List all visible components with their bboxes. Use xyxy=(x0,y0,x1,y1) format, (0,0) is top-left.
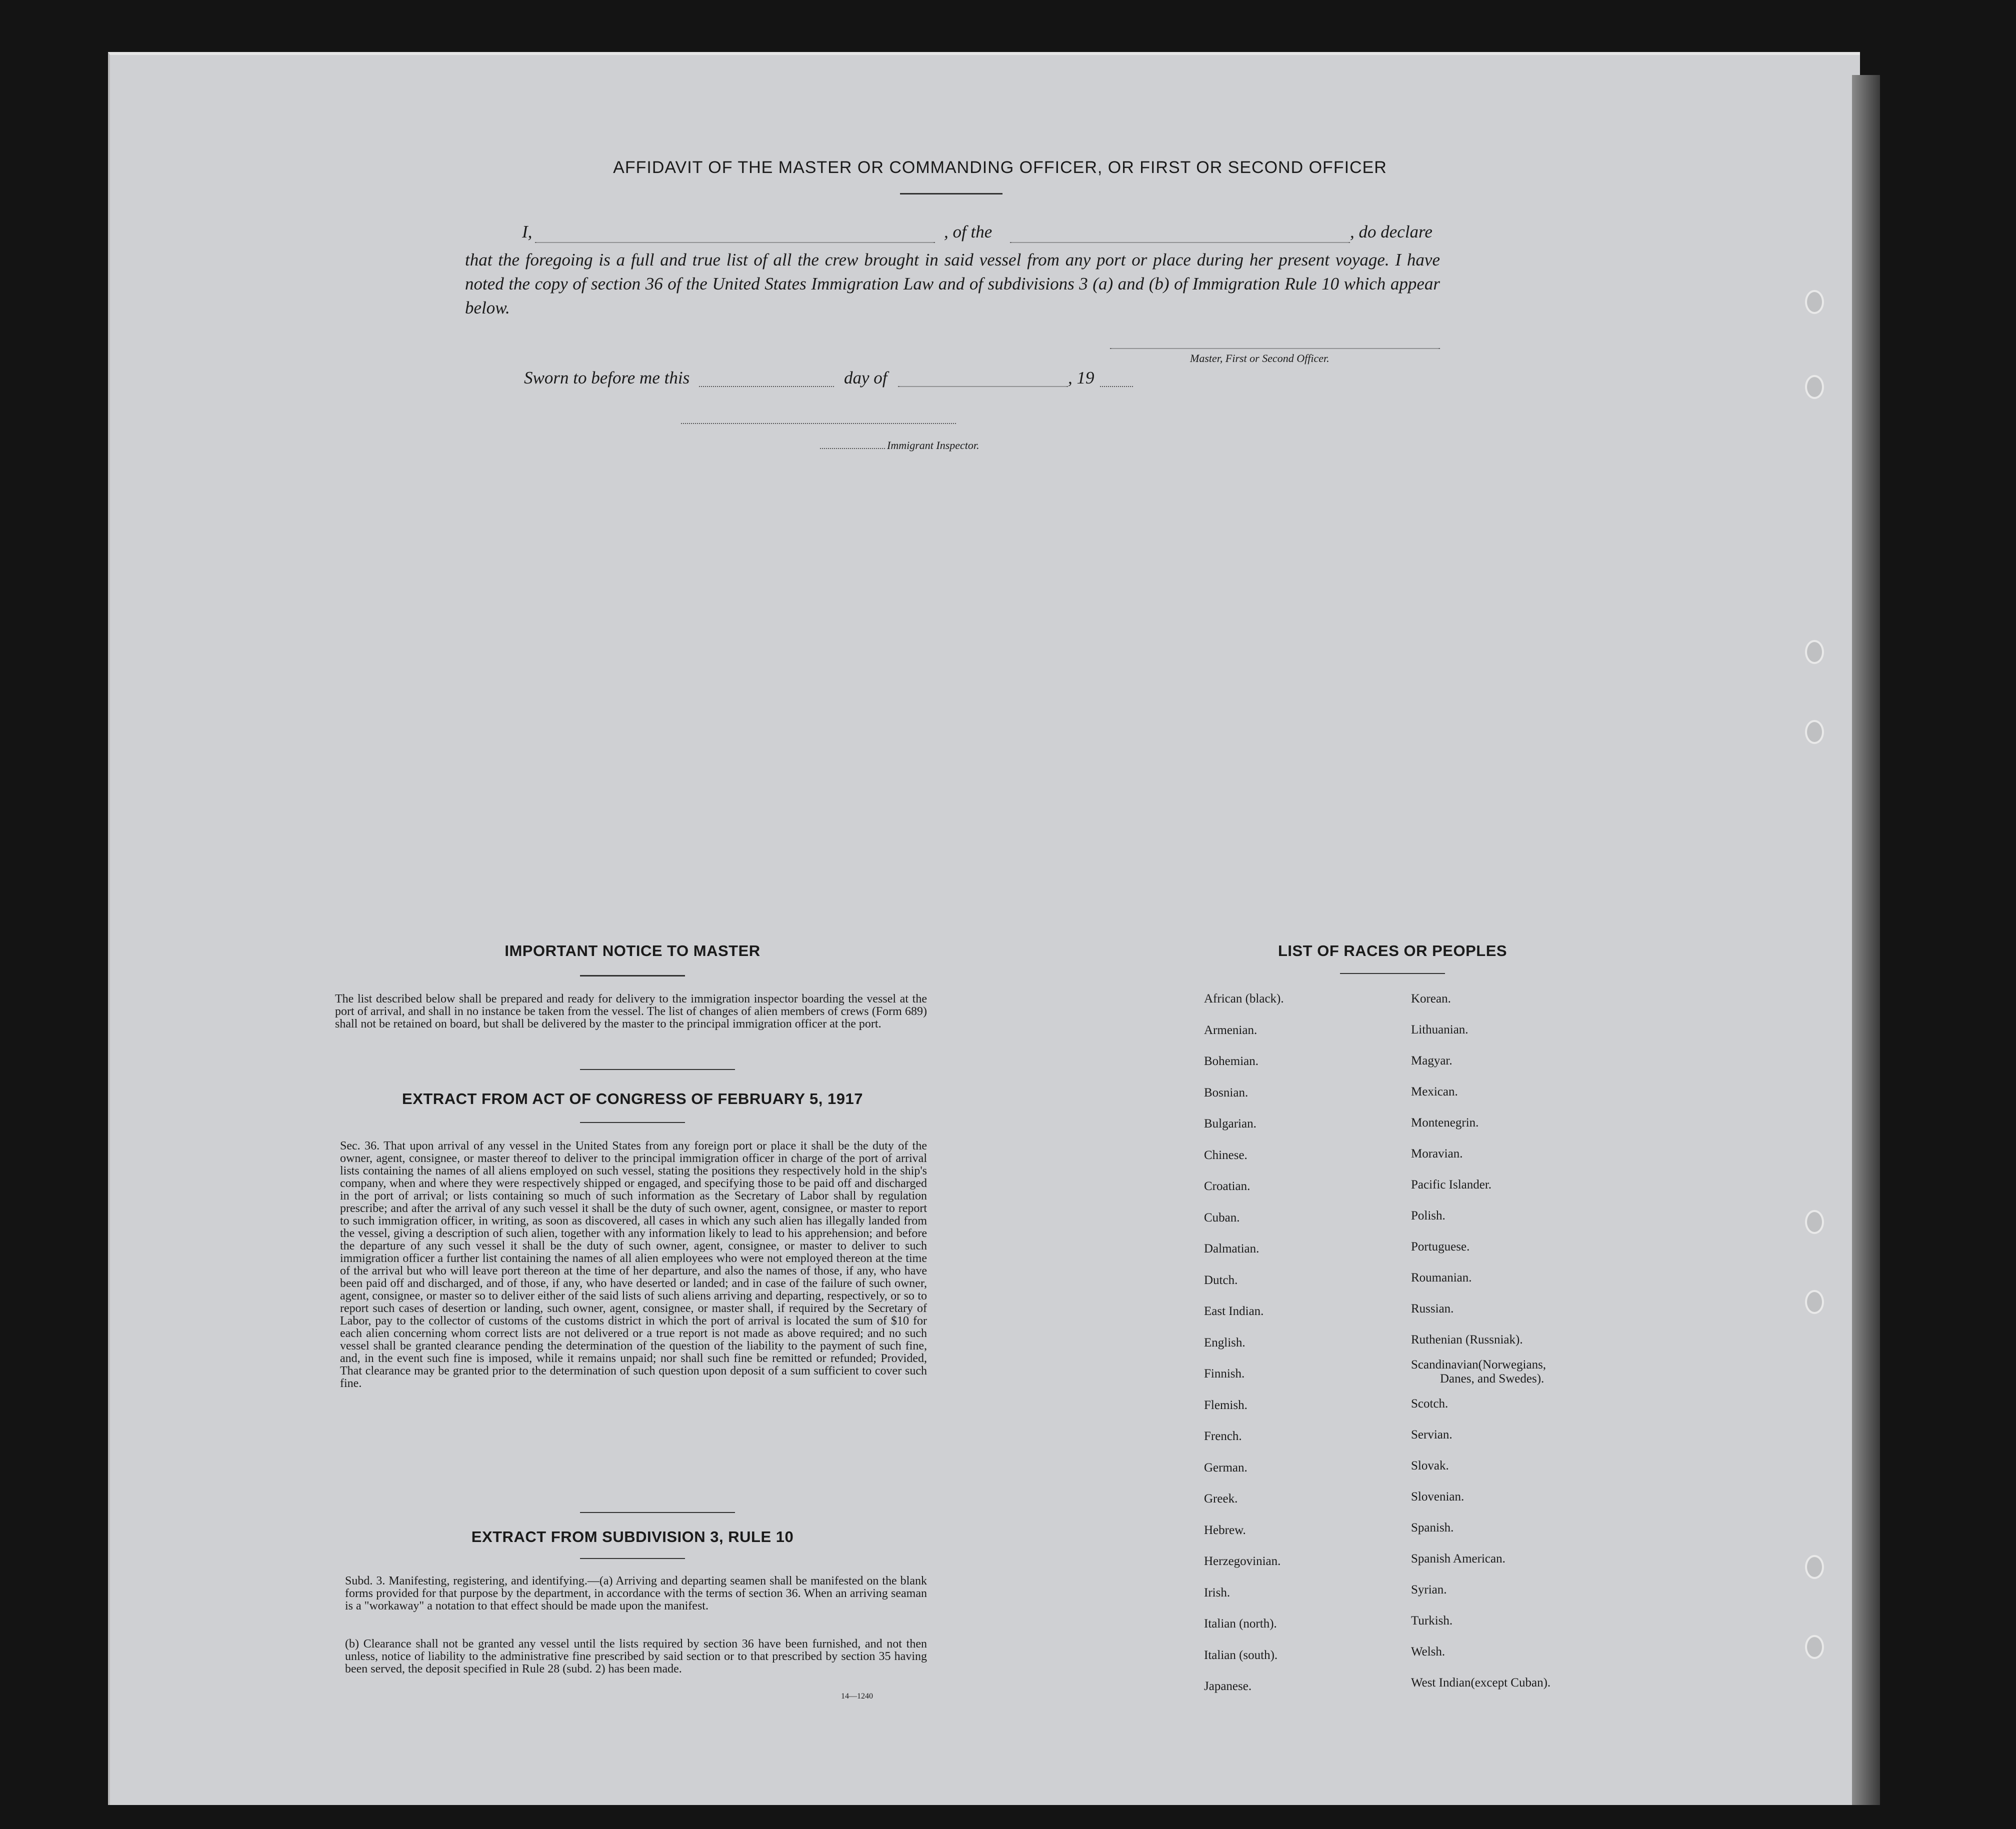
notice-title: IMPORTANT NOTICE TO MASTER xyxy=(504,942,760,960)
inspector-signature-blank xyxy=(681,423,956,424)
inspector-label: Immigrant Inspector. xyxy=(887,439,980,452)
race-item: Dutch. xyxy=(1204,1273,1238,1287)
inspector-label-leader xyxy=(820,448,885,449)
year-prefix: , 19 xyxy=(1068,368,1094,388)
race-item: Spanish American. xyxy=(1411,1552,1506,1566)
race-item: Danes, and Swedes). xyxy=(1440,1372,1544,1386)
race-item: Syrian. xyxy=(1411,1583,1447,1596)
race-item: Welsh. xyxy=(1411,1645,1446,1658)
title-rule xyxy=(900,193,1002,194)
notice-divider xyxy=(580,1069,735,1070)
binder-hole xyxy=(1805,375,1824,399)
day-of: day of xyxy=(844,368,888,388)
race-item: Slovak. xyxy=(1411,1459,1449,1472)
affidavit-body: that the foregoing is a full and true list of all the crew brought in said vessel from any port or place during her present voyage. I have noted the copy of section 36 of the United States Immigration Law and of subdivisions 3 (a) and (b) of Immigration Rule 10 which appear below. xyxy=(465,250,1440,318)
race-item: Scotch. xyxy=(1411,1397,1448,1410)
race-item: Japanese. xyxy=(1204,1680,1252,1693)
extract-act-rule xyxy=(580,1122,685,1123)
sworn-prefix: Sworn to before me this xyxy=(524,368,690,388)
name-blank xyxy=(535,242,935,243)
race-item: Magyar. xyxy=(1411,1054,1452,1068)
race-item: Dalmatian. xyxy=(1204,1242,1260,1256)
race-item: Cuban. xyxy=(1204,1210,1240,1224)
race-item: Irish. xyxy=(1204,1586,1230,1600)
race-item: Polish. xyxy=(1411,1209,1446,1222)
race-item: Spanish. xyxy=(1411,1521,1454,1534)
race-item: Slovenian. xyxy=(1411,1490,1464,1504)
race-item: Bulgarian. xyxy=(1204,1117,1256,1130)
race-item: Pacific Islander. xyxy=(1411,1178,1492,1192)
sheet-edge xyxy=(1852,75,1880,1805)
race-item: East Indian. xyxy=(1204,1304,1264,1318)
binder-hole xyxy=(1805,640,1824,664)
affidavit-of-the: , of the xyxy=(944,222,992,242)
notice-text: The list described below shall be prepared and ready for delivery to the immigration inspector boarding the vessel at the port of arrival, and shall in no instance be taken from the vessel. The list of changes of alien members of crews (Form 689) shall not be retained on board, but shall be delivered by the master to the principal immigration officer at the port. xyxy=(335,992,927,1030)
affidavit-title: AFFIDAVIT OF THE MASTER OR COMMANDING OFFICER, OR FIRST OR SECOND OFFICER xyxy=(613,158,1387,177)
affidavit-i: I, xyxy=(522,222,532,242)
race-item: French. xyxy=(1204,1430,1242,1443)
race-item: Flemish. xyxy=(1204,1398,1248,1412)
race-item: West Indian(except Cuban). xyxy=(1411,1676,1551,1690)
extract-act-title: EXTRACT FROM ACT OF CONGRESS OF FEBRUARY 5, 1917 xyxy=(402,1090,863,1108)
extract-rule-title: EXTRACT FROM SUBDIVISION 3, RULE 10 xyxy=(471,1528,794,1546)
extract-rule-text-b: (b) Clearance shall not be granted any vessel until the lists required by section 36 have been furnished, and not then unless, notice of liability to the administrative fine prescribed by said section or to that prescribed by section 35 having been served, the deposit specified in Rule 28 (subd. 2) has been made. xyxy=(345,1638,927,1676)
race-item: Montenegrin. xyxy=(1411,1116,1479,1130)
race-item: Croatian. xyxy=(1204,1180,1250,1193)
binder-hole xyxy=(1805,1210,1824,1234)
race-item: Armenian. xyxy=(1204,1023,1258,1037)
extract-rule-rule xyxy=(580,1558,685,1559)
race-item: Bohemian. xyxy=(1204,1054,1259,1068)
races-title: LIST OF RACES OR PEOPLES xyxy=(1278,942,1508,960)
race-item: Russian. xyxy=(1411,1302,1454,1316)
race-item: Greek. xyxy=(1204,1492,1238,1506)
race-item: Korean. xyxy=(1411,992,1451,1006)
race-item: Finnish. xyxy=(1204,1367,1245,1380)
extract-act-divider xyxy=(580,1512,735,1513)
binder-hole xyxy=(1805,1635,1824,1659)
race-item: Italian (south). xyxy=(1204,1648,1278,1662)
notice-title-rule xyxy=(580,975,685,976)
month-blank xyxy=(898,386,1068,387)
race-item: Herzegovinian. xyxy=(1204,1554,1281,1568)
race-item: Moravian. xyxy=(1411,1147,1463,1160)
race-item: Roumanian. xyxy=(1411,1271,1472,1284)
binder-hole xyxy=(1805,290,1824,314)
race-item: Chinese. xyxy=(1204,1148,1248,1162)
race-item: Italian (north). xyxy=(1204,1617,1277,1630)
affidavit-do-declare: , do declare xyxy=(1350,222,1432,242)
race-item: Bosnian. xyxy=(1204,1086,1248,1100)
race-item: Mexican. xyxy=(1411,1085,1458,1098)
race-item: Scandinavian(Norwegians, xyxy=(1411,1358,1546,1372)
year-blank xyxy=(1100,386,1133,387)
race-item: German. xyxy=(1204,1460,1248,1474)
vessel-blank xyxy=(1010,242,1350,243)
race-item: Servian. xyxy=(1411,1428,1452,1442)
race-item: Lithuanian. xyxy=(1411,1023,1468,1036)
race-item: Hebrew. xyxy=(1204,1523,1246,1537)
race-item: Portuguese. xyxy=(1411,1240,1470,1254)
signature-blank xyxy=(1110,348,1440,349)
day-blank xyxy=(699,386,834,387)
race-item: English. xyxy=(1204,1336,1246,1350)
races-title-rule xyxy=(1340,973,1445,974)
signature-label: Master, First or Second Officer. xyxy=(1190,352,1330,364)
extract-rule-text-a: Subd. 3. Manifesting, registering, and identifying.—(a) Arriving and departing seamen shall be manifested on the blank forms provided for that purpose by the department, in accordance with the terms of section 36. When an arriving seaman is a "workaway" a notation to that effect should be made upon the manifest. xyxy=(345,1574,927,1612)
race-item: African (black). xyxy=(1204,992,1284,1006)
race-item: Ruthenian (Russniak). xyxy=(1411,1333,1523,1346)
form-number: 14—1240 xyxy=(841,1692,873,1700)
binder-hole xyxy=(1805,720,1824,744)
extract-act-text: Sec. 36. That upon arrival of any vessel in the United States from any foreign port or place it shall be the duty of the owner, agent, consignee, or master thereof to deliver to the principal immigration officer in charge of the port of arrival lists containing the names of all aliens employed on such vessel, stating the positions they respectively hold in the ship's company, when and where they were respectively shipped or engaged, and specifying those to be paid off and discharged in the port of arrival; or lists containing so much of such information as the Secretary of Labor shall by regulation prescribe; and after the arrival of any such vessel it shall be the duty of such owner, agent, consignee, or master to report to such immigration officer, in writing, as soon as discovered, all cases in which any such alien has illegally landed from the vessel, giving a description of such alien, together with any information likely to lead to his apprehension; and before the departure of any such vessel it shall be the duty of such owner, agent, consignee, or master to deliver to such immigration officer a further list containing the names of all alien employees who were not employed thereon at the time of the arrival but who will leave port thereon at the time of her departure, and also the names of those, if any, who have been paid off and discharged, and of those, if any, who have deserted or landed; and in case of the failure of such owner, agent, consignee, or master so to deliver either of the said lists of such aliens arriving and departing, respectively, or so to report such cases of desertion or landing, such owner, agent, consignee, or master shall, if required by the Secretary of Labor, pay to the collector of customs of the customs district in which the port of arrival is located the sum of $10 for each alien concerning whom correct lists are not delivered or a true report is not made as above required; and no such vessel shall be granted clearance pending the determination of the question of the liability to the payment of such fine, and, in the event such fine is imposed, while it remains unpaid; nor shall such fine be remitted or refunded; Provided, That clearance may be granted prior to the determination of such question upon deposit of a sum sufficient to cover such fine. xyxy=(340,1140,927,1390)
race-item: Turkish. xyxy=(1411,1614,1453,1628)
binder-hole xyxy=(1805,1555,1824,1579)
binder-hole xyxy=(1805,1290,1824,1314)
